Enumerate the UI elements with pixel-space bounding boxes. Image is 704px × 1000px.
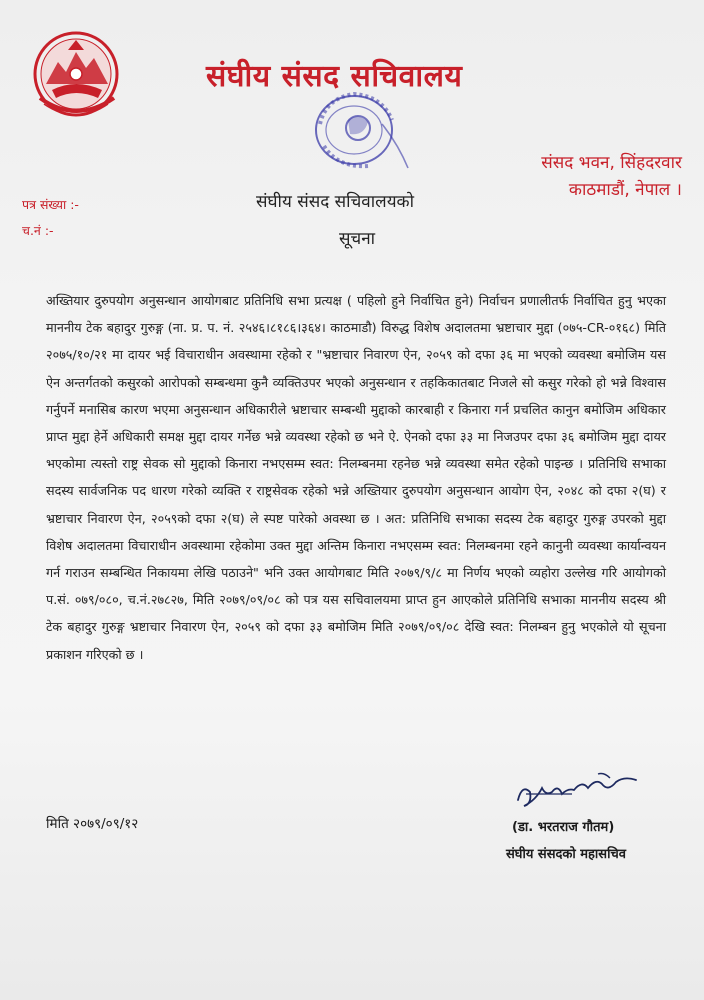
notice-heading: संघीय संसद सचिवालयको [256,192,415,212]
handwritten-signature [512,770,642,812]
notice-body-paragraph: अख्तियार दुरुपयोग अनुसन्धान आयोगबाट प्रतिनिधि सभा प्रत्यक्ष ( पहिलो हुने निर्वाचित हुने) निर्वाचन प्रणालीतर्फ निर्वाचित हुनु भएका माननीय टेक बहादुर गुरुङ्ग (ना. प्र. प. नं. २५४६।८१८६।३६४। काठमाडौ) विरुद्ध विशेष अदालतमा भ्रष्टाचार मुद्दा (०७५-CR-०१६८) मिति २०७५/१०/२१ मा दायर भई विचाराधीन अवस्थामा रहेको र "भ्रष्टाचार निवारण ऐन, २०५९ को दफा ३६ मा भएको व्यवस्था बमोजिम यस ऐन अन्तर्गतको कसुरको आरोपको सम्बन्धमा कुनै व्यक्तिउपर भएको अनुसन्धान र तहकिकातबाट निजले सो कसुर गरेको हो भन्ने विश्वास गर्नुपर्ने मनासिब कारण भएमा अनुसन्धान अधिकारीले भ्रष्टाचार सम्बन्धी मुद्दाको कारबाही र किनारा गर्न प्रचलित कानुन बमोजिम अधिकार प्राप्त मुद्दा हेर्ने अधिकारी समक्ष मुद्दा दायर गर्नेछ भन्ने व्यवस्था रहेको छ भने ऐ. ऐनको दफा ३३ मा निजउपर दफा ३६ बमोजिम मुद्दा दायर भएकोमा त्यस्तो राष्ट्र सेवक सो मुद्दाको किनारा नभएसम्म स्वत: निलम्बनमा रहनेछ भन्ने व्यवस्था समेत रहेको पाइन्छ । प्रतिनिधि सभाका सदस्य सार्वजनिक पद धारण गरेको व्यक्ति र राष्ट्रसेवक रहेको भन्ने अख्तियार दुरुपयोग अनुसन्धान आयोग ऐन, २०४८ को दफा २(घ) र भ्रष्टाचार निवारण ऐन, २०५९को दफा २(घ) ले स्पष्ट पारेको अवस्था छ । अत: प्रतिनिधि सभाका सदस्य टेक बहादुर गुरुङ्ग उपरको मुद्दा विशेष अदालतमा विचाराधीन अवस्थामा रहेकोमा उक्त मुद्दा अन्तिम किनारा नभएसम्म स्वत: निलम्बनमा रहने कानुनी व्यवस्था कार्यान्वयन गर्न गराउन सम्बन्धित निकायमा लेखि पठाउने" भनि उक्त आयोगबाट मिति २०७९/९/८ मा निर्णय भएको व्यहोरा उल्लेख गरि आयोगको प.सं. ०७९/०८०, च.नं.२७८२७, मिति २०७९/०९/०८ को पत्र यस सचिवालयमा प्राप्त हुन आएकोले प्रतिनिधि सभाका माननीय सदस्य श्री टेक बहादुर गुरुङ्ग भ्रष्टाचार निवारण ऐन, २०५९ को दफा ३३ बमोजिम मिति २०७९/०९/०८ देखि स्वत: निलम्बन हुनु भएकोले यो सूचना प्रकाशन गरिएको छ । [46,293,666,662]
official-seal-stamp [298,84,428,184]
address-line-2: काठमाडौं, नेपाल । [568,180,682,200]
reference-number-label: पत्र संख्या :- [22,197,79,212]
notice-body [46,287,666,668]
office-name-title: संघीय संसद सचिवालय [206,59,463,94]
notice-subheading-text: सूचना [338,229,376,249]
signatory-name: (डा. भरतराज गौतम) [512,820,615,835]
dispatch-number-label: च.नं :- [22,223,54,238]
address-line-1: संसद भवन, सिंहदरवार [541,153,682,173]
nepal-emblem-logo [22,28,130,120]
notice-date: मिति २०७९/०९/१२ [46,816,139,832]
office-address [541,150,682,204]
notice-subheading [0,226,704,249]
signatory-title: संघीय संसदको महासचिव [506,847,626,862]
